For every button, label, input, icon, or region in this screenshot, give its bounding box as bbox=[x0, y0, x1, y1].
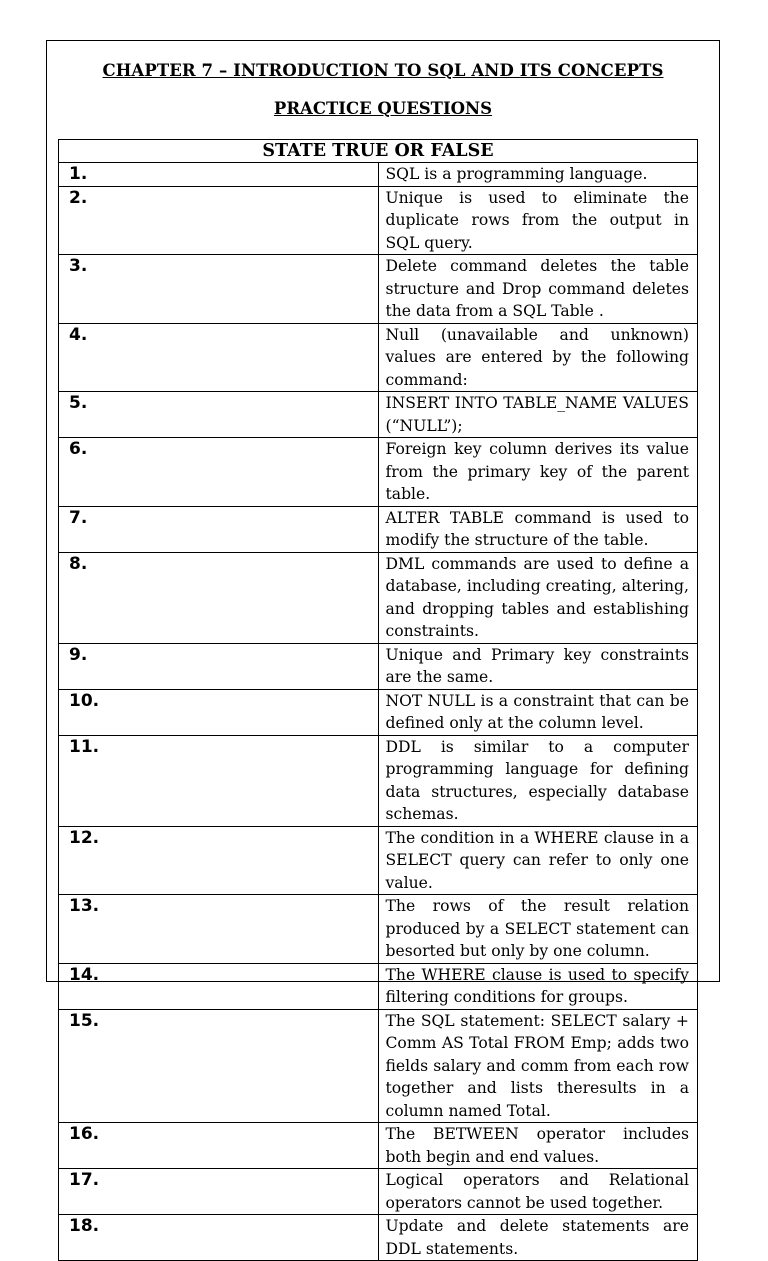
question-number: 14. bbox=[59, 963, 379, 1009]
question-number: 1. bbox=[59, 163, 379, 187]
table-row bbox=[59, 552, 698, 643]
table-row bbox=[59, 963, 698, 1009]
table-row bbox=[59, 392, 698, 438]
question-statement: Logical operators and Relational operators cannot be used together. bbox=[378, 1169, 698, 1215]
page-frame bbox=[46, 40, 720, 1258]
table-row bbox=[59, 323, 698, 392]
question-number: 16. bbox=[59, 1123, 379, 1169]
question-statement: Unique and Primary key constraints are the same. bbox=[378, 643, 698, 689]
question-number: 13. bbox=[59, 895, 379, 964]
table-row bbox=[59, 643, 698, 689]
question-number: 12. bbox=[59, 826, 379, 895]
question-statement: The WHERE clause is used to specify filtering conditions for groups. bbox=[378, 963, 698, 1009]
table-row bbox=[59, 826, 698, 895]
question-statement: Foreign key column derives its value from the primary key of the parent table. bbox=[378, 438, 698, 507]
question-statement: NOT NULL is a constraint that can be defined only at the column level. bbox=[378, 689, 698, 735]
question-number: 7. bbox=[59, 506, 379, 552]
table-row bbox=[59, 895, 698, 964]
table-header: STATE TRUE OR FALSE bbox=[59, 140, 698, 163]
question-number: 11. bbox=[59, 735, 379, 826]
question-statement: The rows of the result relation produced by a SELECT statement can besorted but only by one column. bbox=[378, 895, 698, 964]
question-statement: Null (unavailable and unknown) values are entered by the following command: bbox=[378, 323, 698, 392]
questions-table bbox=[58, 139, 698, 1261]
question-number: 8. bbox=[59, 552, 379, 643]
table-header-row bbox=[59, 140, 698, 163]
section-title: PRACTICE QUESTIONS bbox=[273, 99, 493, 118]
question-number: 4. bbox=[59, 323, 379, 392]
question-statement: SQL is a programming language. bbox=[378, 163, 698, 187]
table-row bbox=[59, 689, 698, 735]
table-row bbox=[59, 163, 698, 187]
table-row bbox=[59, 1169, 698, 1215]
table-row bbox=[59, 506, 698, 552]
question-statement: DDL is similar to a computer programming language for defining data structures, especially database schemas. bbox=[378, 735, 698, 826]
question-number: 17. bbox=[59, 1169, 379, 1215]
question-number: 6. bbox=[59, 438, 379, 507]
question-statement: ALTER TABLE command is used to modify the structure of the table. bbox=[378, 506, 698, 552]
question-number: 9. bbox=[59, 643, 379, 689]
table-row bbox=[59, 1215, 698, 1261]
question-statement: DML commands are used to define a database, including creating, altering, and dropping tables and establishing constraints. bbox=[378, 552, 698, 643]
table-row bbox=[59, 1009, 698, 1123]
chapter-title: CHAPTER 7 – INTRODUCTION TO SQL AND ITS CONCEPTS bbox=[102, 61, 664, 80]
question-number: 3. bbox=[59, 255, 379, 324]
table-row bbox=[59, 1123, 698, 1169]
table-row bbox=[59, 735, 698, 826]
question-statement: INSERT INTO TABLE_NAME VALUES (“NULL”); bbox=[378, 392, 698, 438]
question-statement: Unique is used to eliminate the duplicate rows from the output in SQL query. bbox=[378, 186, 698, 255]
question-statement: The condition in a WHERE clause in a SELECT query can refer to only one value. bbox=[378, 826, 698, 895]
question-statement: The SQL statement: SELECT salary + Comm AS Total FROM Emp; adds two fields salary and comm from each row together and lists theresults in a column named Total. bbox=[378, 1009, 698, 1123]
question-statement: Delete command deletes the table structure and Drop command deletes the data from a SQL Table . bbox=[378, 255, 698, 324]
question-number: 5. bbox=[59, 392, 379, 438]
question-number: 10. bbox=[59, 689, 379, 735]
question-number: 2. bbox=[59, 186, 379, 255]
table-row bbox=[59, 438, 698, 507]
question-number: 18. bbox=[59, 1215, 379, 1261]
table-row bbox=[59, 186, 698, 255]
question-number: 15. bbox=[59, 1009, 379, 1123]
table-row bbox=[59, 255, 698, 324]
question-statement: The BETWEEN operator includes both begin and end values. bbox=[378, 1123, 698, 1169]
question-statement: Update and delete statements are DDL statements. bbox=[378, 1215, 698, 1261]
